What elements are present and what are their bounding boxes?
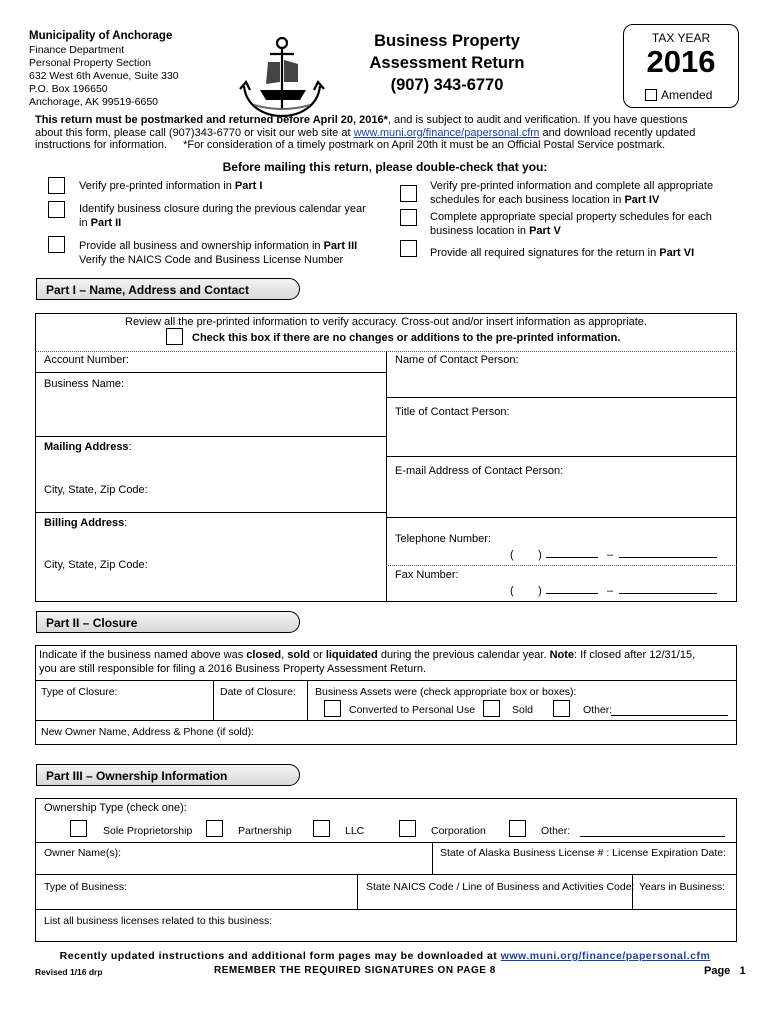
checklist-checkbox-part2[interactable]: [48, 201, 65, 218]
years-in-business-label: Years in Business:: [639, 881, 725, 893]
checklist-text: Provide all business and ownership information in: [79, 240, 324, 252]
checklist-text: Provide all required signatures for the return in: [430, 247, 660, 259]
note-text: Note: [549, 649, 575, 661]
checklist-item: [430, 180, 730, 207]
municipality-name: Municipality of Anchorage: [29, 30, 173, 42]
notice-line-1: [35, 114, 755, 127]
footer-website-link[interactable]: www.muni.org/finance/papersonal.cfm: [500, 950, 711, 962]
telephone-input[interactable]: ( ) –: [510, 548, 717, 561]
partnership-checkbox[interactable]: [206, 820, 223, 837]
other-assets-checkbox[interactable]: [553, 700, 570, 717]
checklist-checkbox-part5[interactable]: [400, 209, 417, 226]
checklist-part-ref: Part III: [323, 240, 358, 252]
closure-instructions-line: you are still responsible for filing a 2016 Business Property Assessment Return.: [39, 663, 427, 675]
llc-label: LLC: [345, 825, 365, 837]
business-license-label: State of Alaska Business License # : License Expiration Date:: [440, 847, 726, 859]
mailing-city-state-zip-label: City, State, Zip Code:: [44, 484, 148, 496]
divider: [35, 372, 386, 373]
page-label-text: Page: [704, 965, 731, 977]
deadline-text: This return must be postmarked and returned before April 20, 2016*: [35, 114, 388, 126]
amended-label: Amended: [661, 88, 713, 102]
corporation-label: Corporation: [431, 825, 486, 837]
checklist-item: [79, 203, 369, 230]
address-line: Personal Property Section: [29, 57, 151, 69]
part1-heading: Part I – Name, Address and Contact: [36, 278, 300, 300]
converted-personal-checkbox[interactable]: [324, 700, 341, 717]
download-note-text: Recently updated instructions and additional form pages may be downloaded at: [59, 950, 501, 962]
required-signatures-note: REMEMBER THE REQUIRED SIGNATURES ON PAGE 8: [214, 965, 496, 976]
checklist-text: Verify the NAICS Code and Business License Number: [79, 254, 344, 266]
divider: [213, 680, 214, 720]
address-line: P.O. Box 196650: [29, 83, 108, 95]
page-label: [704, 965, 746, 977]
ownership-type-label: Ownership Type (check one):: [44, 802, 187, 814]
checklist-item: [430, 211, 720, 238]
fax-label: Fax Number:: [395, 569, 459, 581]
divider: [432, 842, 433, 874]
checklist-checkbox-part4[interactable]: [400, 185, 417, 202]
divider: [35, 436, 386, 437]
sold-checkbox[interactable]: [483, 700, 500, 717]
checklist-part-ref: Part VI: [659, 247, 695, 259]
business-licenses-label: List all business licenses related to this business:: [44, 915, 273, 927]
form-phone: (907) 343-6770: [390, 76, 504, 94]
address-line: 632 West 6th Avenue, Suite 330: [29, 70, 179, 82]
divider: [35, 720, 737, 721]
address-block: [29, 44, 179, 109]
naics-code-label: State NAICS Code / Line of Business and Activities Code:: [366, 881, 635, 893]
divider: [35, 512, 386, 513]
divider: [35, 909, 737, 910]
or-text: or: [309, 649, 326, 661]
other-assets-label: Other:: [583, 704, 613, 716]
checklist-part-ref: Part I: [234, 180, 263, 192]
colon: :: [124, 517, 128, 529]
notice-line-3: [35, 139, 755, 152]
notice-text: about this form, please call (907)343-6770 or visit our web site at: [35, 126, 354, 139]
download-note: [0, 950, 770, 962]
checklist-text: Verify pre-printed information in: [79, 180, 235, 192]
mailing-address-text: Mailing Address: [44, 441, 129, 453]
checklist-checkbox-part6[interactable]: [400, 240, 417, 257]
closure-instructions-line: [39, 648, 734, 662]
liquidated-text: liquidated: [325, 649, 378, 661]
form-title-line: Business Property: [374, 32, 520, 50]
owner-names-label: Owner Name(s):: [44, 847, 122, 859]
address-line: Anchorage, AK 99519-6650: [29, 96, 159, 108]
municipal-seal-logo: [230, 34, 335, 124]
other-ownership-input[interactable]: [580, 836, 725, 837]
billing-address-text: Billing Address: [44, 517, 125, 529]
form-title: [352, 30, 542, 96]
contact-title-label: Title of Contact Person:: [395, 406, 510, 418]
partnership-label: Partnership: [238, 825, 292, 837]
closure-instructions: [39, 648, 734, 676]
mailing-address-label: [44, 441, 132, 453]
filing-notice: [35, 114, 755, 152]
closed-text: closed: [246, 649, 282, 661]
telephone-label: Telephone Number:: [395, 533, 492, 545]
divider: [35, 842, 737, 843]
type-of-business-label: Type of Business:: [44, 881, 127, 893]
business-name-label: Business Name:: [44, 378, 125, 390]
checklist-item: [79, 239, 357, 267]
other-ownership-label: Other:: [541, 825, 571, 837]
sole-proprietorship-label: Sole Proprietorship: [103, 825, 193, 837]
closure-text: Indicate if the business named above was: [39, 649, 247, 661]
checklist-text: Complete appropriate special property schedules for each business location in: [430, 211, 712, 237]
type-of-closure-label: Type of Closure:: [41, 686, 118, 698]
address-line: Finance Department: [29, 44, 125, 56]
fax-input[interactable]: ( ) –: [510, 584, 717, 597]
checklist-part-ref: Part V: [529, 224, 561, 237]
colon: :: [128, 441, 132, 453]
divider: [386, 517, 737, 518]
divider: [35, 680, 737, 681]
divider: [386, 565, 737, 566]
date-of-closure-label: Date of Closure:: [220, 686, 296, 698]
tax-year-value: 2016: [646, 44, 716, 79]
notice-text: , and is subject to audit and verification. If you have questions: [387, 114, 688, 126]
new-owner-label: New Owner Name, Address & Phone (if sold):: [41, 726, 255, 738]
closure-text: : If closed after 12/31/15,: [574, 649, 696, 661]
checklist-item: [79, 180, 262, 192]
corporation-checkbox[interactable]: [399, 820, 416, 837]
checklist-heading: Before mailing this return, please double-check that you:: [222, 160, 548, 174]
notice-line-2: [35, 127, 755, 140]
divider: [386, 456, 737, 457]
account-number-label: Account Number:: [44, 354, 129, 366]
checklist-text: Verify pre-printed information and complete all appropriate schedules for each business location in: [430, 180, 714, 206]
billing-address-label: [44, 517, 127, 529]
contact-name-label: Name of Contact Person:: [395, 354, 519, 366]
comma: ,: [281, 649, 288, 661]
postmark-note: *For consideration of a timely postmark on April 20th it must be an Official Postal Service postmark.: [183, 139, 666, 151]
checklist-checkbox-part3[interactable]: [48, 236, 65, 253]
checklist-part-ref: Part II: [90, 216, 122, 229]
divider: [307, 680, 308, 720]
checklist-text: Identify business closure during the previous calendar year in: [79, 203, 366, 229]
business-assets-label: Business Assets were (check appropriate box or boxes):: [315, 686, 577, 698]
tax-year-label: TAX YEAR: [651, 31, 711, 45]
sole-proprietorship-checkbox[interactable]: [70, 820, 87, 837]
no-changes-label: Check this box if there are no changes or additions to the pre-printed information.: [192, 332, 621, 344]
page-number: 1: [739, 965, 746, 977]
notice-text: and download recently updated: [539, 126, 696, 139]
contact-email-label: E-mail Address of Contact Person:: [395, 465, 564, 477]
divider: [386, 397, 737, 398]
divider: [357, 874, 358, 909]
part2-heading: Part II – Closure: [36, 611, 300, 633]
converted-personal-label: Converted to Personal Use: [349, 704, 476, 716]
part1-review-text: Review all the pre-printed information to verify accuracy. Cross-out and/or insert information as appropriate.: [125, 316, 647, 328]
amended-checkbox[interactable]: [645, 89, 657, 101]
form-title-line: Assessment Return: [369, 54, 525, 72]
part3-heading: Part III – Ownership Information: [36, 764, 300, 786]
other-ownership-checkbox[interactable]: [509, 820, 526, 837]
website-link[interactable]: www.muni.org/finance/papersonal.cfm: [353, 126, 540, 139]
closure-text: during the previous calendar year.: [377, 649, 550, 661]
sold-text: sold: [287, 649, 310, 661]
sold-label: Sold: [512, 704, 534, 716]
no-changes-checkbox[interactable]: [166, 328, 183, 345]
billing-city-state-zip-label: City, State, Zip Code:: [44, 559, 148, 571]
notice-text: instructions for information.: [35, 139, 168, 151]
llc-checkbox[interactable]: [313, 820, 330, 837]
checklist-checkbox-part1[interactable]: [48, 177, 65, 194]
checklist-item: [430, 247, 694, 259]
other-assets-input[interactable]: [611, 715, 728, 716]
revision-label: Revised 1/16 drp: [35, 967, 103, 977]
checklist-part-ref: Part IV: [624, 193, 660, 206]
